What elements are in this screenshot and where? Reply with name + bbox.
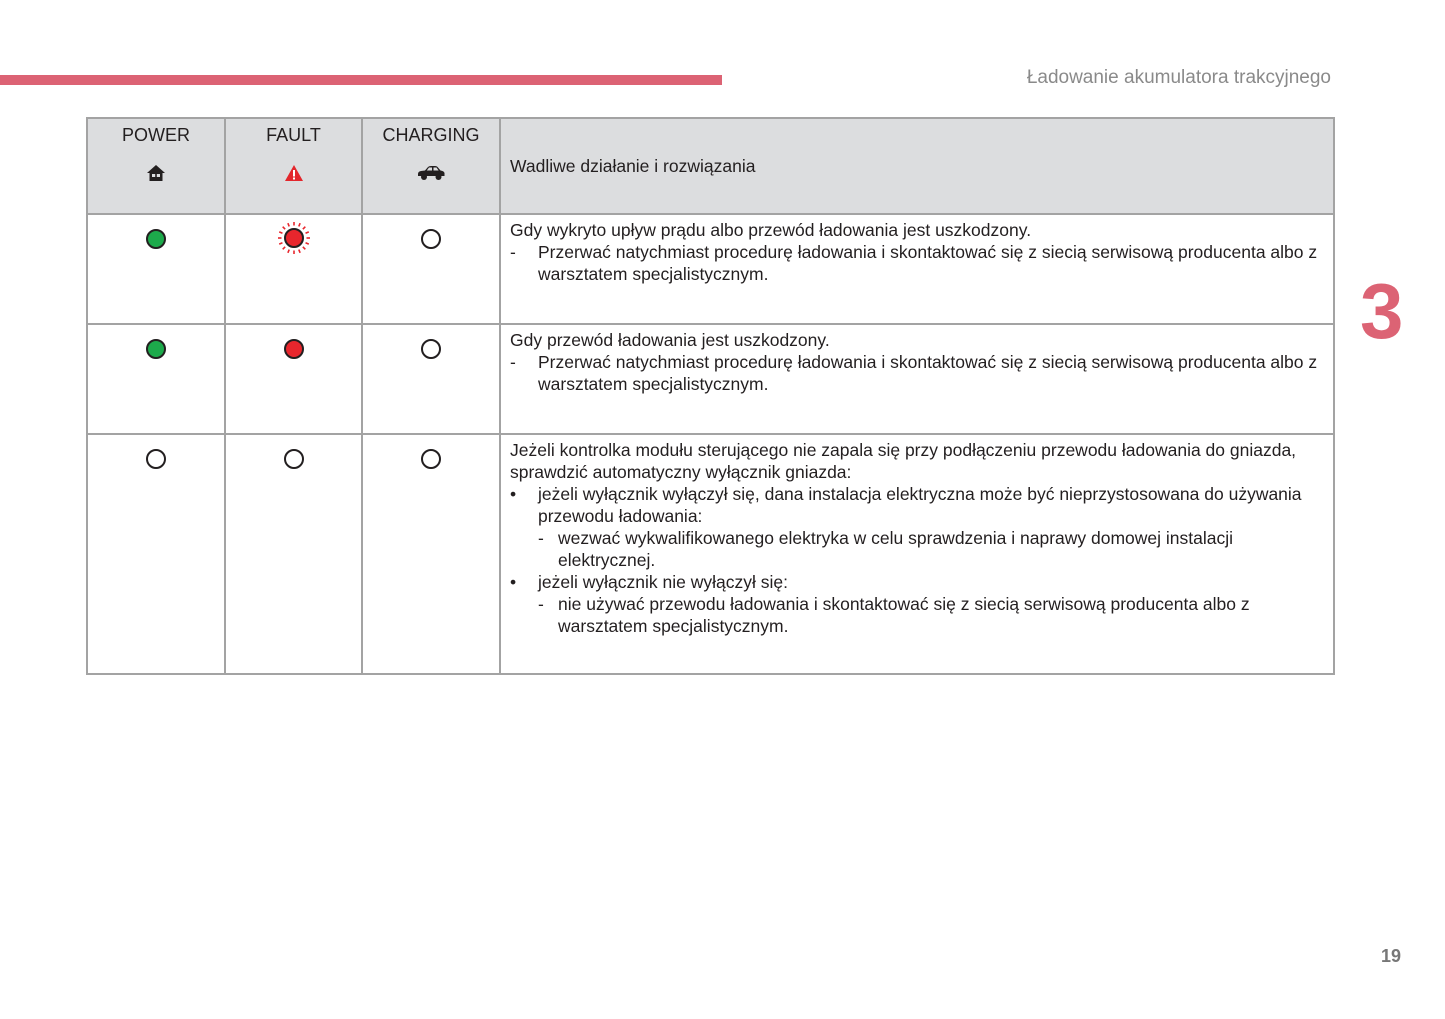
section-title: Ładowanie akumulatora trakcyjnego <box>1026 67 1331 88</box>
header-fault <box>225 118 362 214</box>
header-charging <box>362 118 500 214</box>
power-led-off-icon <box>146 449 166 469</box>
bullet-marker: • <box>510 572 517 592</box>
blink-ray <box>279 232 282 233</box>
bullet-marker: • <box>510 484 517 504</box>
power-cell <box>87 214 225 324</box>
sub-item <box>510 593 1323 637</box>
header-charging-label: CHARGING <box>382 125 480 145</box>
fault-led-off-icon <box>284 449 304 469</box>
house-icon <box>146 163 166 183</box>
row-intro: Gdy przewód ładowania jest uszkodzony. <box>510 330 830 350</box>
blink-ray <box>287 250 288 253</box>
blink-ray <box>287 223 288 226</box>
dash-marker: - <box>510 352 516 372</box>
header-accent-bar <box>0 75 722 85</box>
fault-cell <box>225 324 362 434</box>
power-led-green-icon <box>146 339 166 359</box>
blink-ray <box>298 223 299 226</box>
page-number: 19 <box>1381 946 1402 966</box>
fault-cell <box>225 214 362 324</box>
dash-marker: - <box>510 242 516 262</box>
step-text: Przerwać natychmiast procedurę ładowania i skontaktować się z siecią serwisową producenta albo z warsztatem specjalistycznym. <box>538 242 1318 284</box>
blink-ray <box>282 247 284 249</box>
charging-cell <box>362 434 500 674</box>
description-cell <box>500 434 1334 674</box>
step-text: Przerwać natychmiast procedurę ładowania i skontaktować się z siecią serwisową producenta albo z warsztatem specjalistycznym. <box>538 352 1318 394</box>
table-row <box>87 214 1334 324</box>
warning-triangle-icon <box>284 163 304 183</box>
charging-led-off-icon <box>421 339 441 359</box>
fault-led-blinking-icon <box>277 221 311 255</box>
step-item <box>510 351 1323 395</box>
bullet-text: jeżeli wyłącznik wyłączył się, dana instalacja elektryczna może być nieprzystosowana do używania przewodu ładowania: <box>538 484 1302 526</box>
chapter-number: 3 <box>1360 267 1402 355</box>
fault-cell <box>225 434 362 674</box>
bullet-item <box>510 571 1323 593</box>
blink-ray <box>305 232 308 233</box>
sub-item-text: nie używać przewodu ładowania i skontaktować się z siecią serwisową producenta albo z warsztatem specjalistycznym. <box>558 594 1250 636</box>
blink-ray <box>298 250 299 253</box>
car-icon <box>416 163 446 183</box>
table-row <box>87 324 1334 434</box>
power-cell <box>87 324 225 434</box>
table-header-row <box>87 118 1334 214</box>
power-cell <box>87 434 225 674</box>
charging-led-off-icon <box>421 449 441 469</box>
sub-item-text: wezwać wykwalifikowanego elektryka w celu sprawdzenia i naprawy domowej instalacji elektrycznej. <box>558 528 1234 570</box>
fault-led-red-icon <box>284 339 304 359</box>
step-item <box>510 241 1323 285</box>
blink-ray <box>302 227 304 229</box>
table-row <box>87 434 1334 674</box>
indicator-table <box>86 117 1335 675</box>
description-cell <box>500 324 1334 434</box>
charging-led-off-icon <box>421 229 441 249</box>
header-description: Wadliwe działanie i rozwiązania <box>500 118 1334 214</box>
header-power-label: POWER <box>121 125 190 145</box>
row-intro: Gdy wykryto upływ prądu albo przewód ładowania jest uszkodzony. <box>510 220 1032 240</box>
blink-ray <box>279 243 282 244</box>
charging-cell <box>362 214 500 324</box>
bullet-item <box>510 483 1323 527</box>
sub-item <box>510 527 1323 571</box>
blink-ray <box>282 227 284 229</box>
row-intro: Jeżeli kontrolka modułu sterującego nie zapala się przy podłączeniu przewodu ładowania do gniazda, sprawdzić automatyczny wyłącznik gniazda: <box>510 440 1297 482</box>
description-cell <box>500 214 1334 324</box>
blink-ray <box>302 247 304 249</box>
header-fault-label: FAULT <box>266 125 321 145</box>
header-power <box>87 118 225 214</box>
blink-ray <box>305 243 308 244</box>
dash-marker: - <box>538 528 544 548</box>
bullet-text: jeżeli wyłącznik nie wyłączył się: <box>538 572 788 592</box>
charging-cell <box>362 324 500 434</box>
dash-marker: - <box>538 594 544 614</box>
power-led-green-icon <box>146 229 166 249</box>
